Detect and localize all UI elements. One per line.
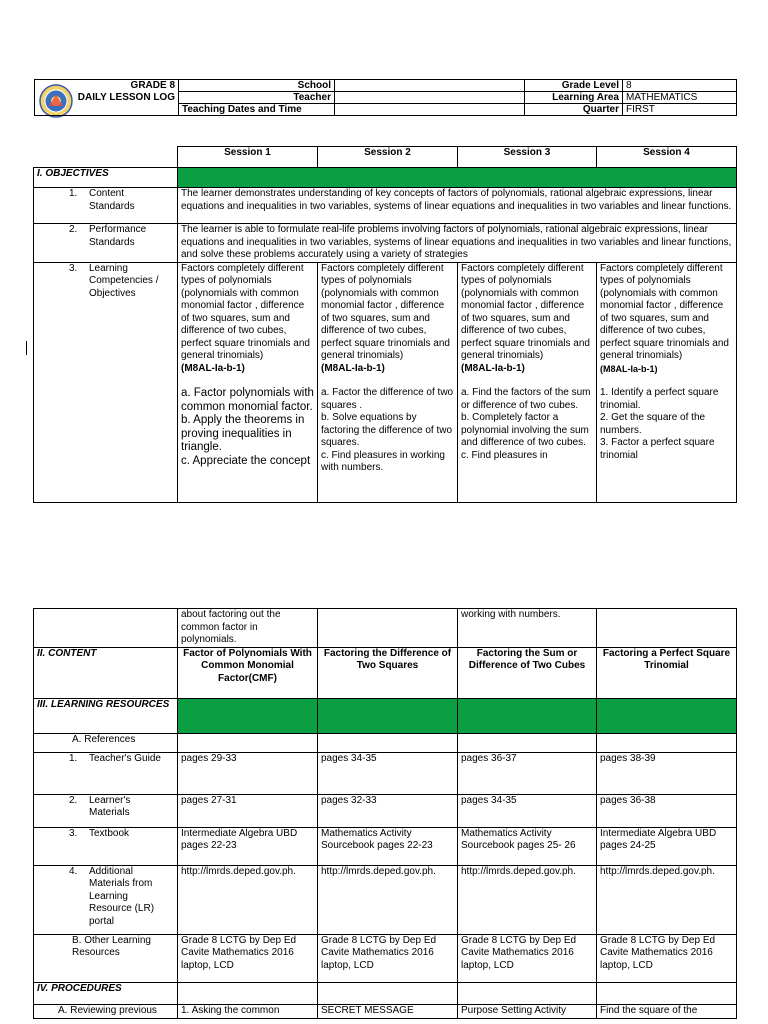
grade-level-value: 8: [623, 80, 737, 92]
session-1-header: Session 1: [178, 147, 318, 168]
resources-heading: III. LEARNING RESOURCES: [34, 698, 178, 733]
session-1-content: Factor of Polynomials With Common Monomial Factor(CMF): [178, 647, 318, 698]
tb-s3: Mathematics Activity Sourcebook pages 25- 26: [458, 827, 597, 865]
objectives-heading: I. OBJECTIVES: [34, 168, 178, 188]
session-4-competency: Factors completely different types of polynomials (polynomials with common monomial factor , difference of two squares, sum and difference of two cubes, perfect square trinomials and general trinomials) (M8AL-Ia-b-1) 1. Identify a perfect square trinomial. 2. Get the square of the numbers. 3. Factor a perfect square trinomial: [597, 262, 737, 502]
lesson-table-page1: [33, 146, 737, 503]
proc-s3: Purpose Setting Activity: [458, 1004, 597, 1018]
teachers-guide-label: 1. Teacher's Guide: [34, 752, 178, 794]
session-2-competency: Factors completely different types of polynomials (polynomials with common monomial factor , difference of two squares, sum and difference of two cubes, perfect square trinomials and general trinomials) (M8AL-Ia-b-1) a. Factor the difference of two squares . b. Solve equations by factoring the difference of two squares. c. Find pleasures in working with numbers.: [318, 262, 458, 502]
tb-s2: Mathematics Activity Sourcebook pages 22-23: [318, 827, 458, 865]
proc-s1: 1. Asking the common: [178, 1004, 318, 1018]
session-1-competency: Factors completely different types of polynomials (polynomials with common monomial factor , difference of two squares, sum and difference of two cubes, perfect square trinomials and general trinomials) (M8AL-Ia-b-1) a. Factor polynomials with common monomial factor. b. Apply the theorems in proving inequalities in triangle. c. Appreciate the concept: [178, 262, 318, 502]
other-s2: Grade 8 LCTG by Dep Ed Cavite Mathematics 2016 laptop, LCD: [318, 934, 458, 982]
grade-level-label: Grade Level: [525, 80, 623, 92]
am-s2[interactable]: http://lmrds.deped.gov.ph.: [318, 865, 458, 934]
session-4-content: Factoring a Perfect Square Trinomial: [597, 647, 737, 698]
content-heading: II. CONTENT: [34, 647, 178, 698]
quarter-value: FIRST: [623, 104, 737, 116]
objectives-green-band: [178, 168, 737, 188]
tb-s1: Intermediate Algebra UBD pages 22-23: [178, 827, 318, 865]
tg-s1: pages 29-33: [178, 752, 318, 794]
session-4-header: Session 4: [597, 147, 737, 168]
lm-s3: pages 34-35: [458, 794, 597, 827]
reviewing-label: A. Reviewing previous: [34, 1004, 178, 1018]
session-1-continuation: about factoring out the common factor in polynomials.: [178, 609, 318, 648]
session-3-content: Factoring the Sum or Difference of Two Cubes: [458, 647, 597, 698]
lesson-table-page2: [33, 608, 737, 1019]
references-label: A. References: [34, 733, 178, 752]
lm-s4: pages 36-38: [597, 794, 737, 827]
textbook-label: 3. Textbook: [34, 827, 178, 865]
text-cursor: [26, 341, 27, 355]
school-value: [335, 80, 525, 92]
session-3-continuation: working with numbers.: [458, 609, 597, 648]
learning-area-label: Learning Area: [525, 92, 623, 104]
proc-s2: SECRET MESSAGE: [318, 1004, 458, 1018]
tg-s4: pages 38-39: [597, 752, 737, 794]
competencies-label: 3. Learning Competencies / Objectives: [34, 262, 178, 502]
learning-area-value: MATHEMATICS: [623, 92, 737, 104]
other-s1: Grade 8 LCTG by Dep Ed Cavite Mathematics 2016 laptop, LCD: [178, 934, 318, 982]
content-standards-text: The learner demonstrates understanding of key concepts of factors of polynomials, rational algebraic expressions, linear equations and inequalities in two variables, systems of linear equations and inequalities in two variables and linear functions.: [178, 188, 737, 224]
log-title: DAILY LESSON LOG: [35, 92, 179, 104]
procedures-heading: IV. PROCEDURES: [34, 982, 178, 1004]
session-3-competency: Factors completely different types of polynomials (polynomials with common monomial factor , difference of two squares, sum and difference of two cubes, perfect square trinomials and general trinomials) (M8AL-Ia-b-1) a. Find the factors of the sum or difference of two cubes. b. Completely factor a polynomial involving the sum and difference of two cubes. c. Find pleasures in: [458, 262, 597, 502]
am-s3[interactable]: http://lmrds.deped.gov.ph.: [458, 865, 597, 934]
tg-s3: pages 36-37: [458, 752, 597, 794]
teacher-value: [335, 92, 525, 104]
am-s4[interactable]: http://lmrds.deped.gov.ph.: [597, 865, 737, 934]
am-s1[interactable]: http://lmrds.deped.gov.ph.: [178, 865, 318, 934]
other-s3: Grade 8 LCTG by Dep Ed Cavite Mathematics 2016 laptop, LCD: [458, 934, 597, 982]
dates-value: [335, 104, 525, 116]
dates-label: Teaching Dates and Time: [179, 104, 335, 116]
proc-s4: Find the square of the: [597, 1004, 737, 1018]
other-s4: Grade 8 LCTG by Dep Ed Cavite Mathematics 2016 laptop, LCD: [597, 934, 737, 982]
lm-s1: pages 27-31: [178, 794, 318, 827]
content-standards-label: 1. Content Standards: [34, 188, 178, 224]
session-2-content: Factoring the Difference of Two Squares: [318, 647, 458, 698]
grade-title: GRADE 8: [35, 80, 179, 92]
header-table: [34, 79, 737, 116]
additional-materials-label: 4. Additional Materials from Learning Resource (LR) portal: [34, 865, 178, 934]
quarter-label: Quarter: [525, 104, 623, 116]
lm-s2: pages 32-33: [318, 794, 458, 827]
performance-standards-label: 2. Performance Standards: [34, 224, 178, 263]
session-2-header: Session 2: [318, 147, 458, 168]
performance-standards-text: The learner is able to formulate real-life problems involving factors of polynomials, rational algebraic expressions, linear equations and inequalities in two variables, systems of linear equations and inequalities in two variables and linear functions, and solve these problems accurately using a variety of strategies: [178, 224, 737, 263]
session-3-header: Session 3: [458, 147, 597, 168]
teacher-label: Teacher: [179, 92, 335, 104]
tb-s4: Intermediate Algebra UBD pages 24-25: [597, 827, 737, 865]
learners-materials-label: 2. Learner's Materials: [34, 794, 178, 827]
tg-s2: pages 34-35: [318, 752, 458, 794]
other-resources-label: B. Other Learning Resources: [34, 934, 178, 982]
school-label: School: [179, 80, 335, 92]
